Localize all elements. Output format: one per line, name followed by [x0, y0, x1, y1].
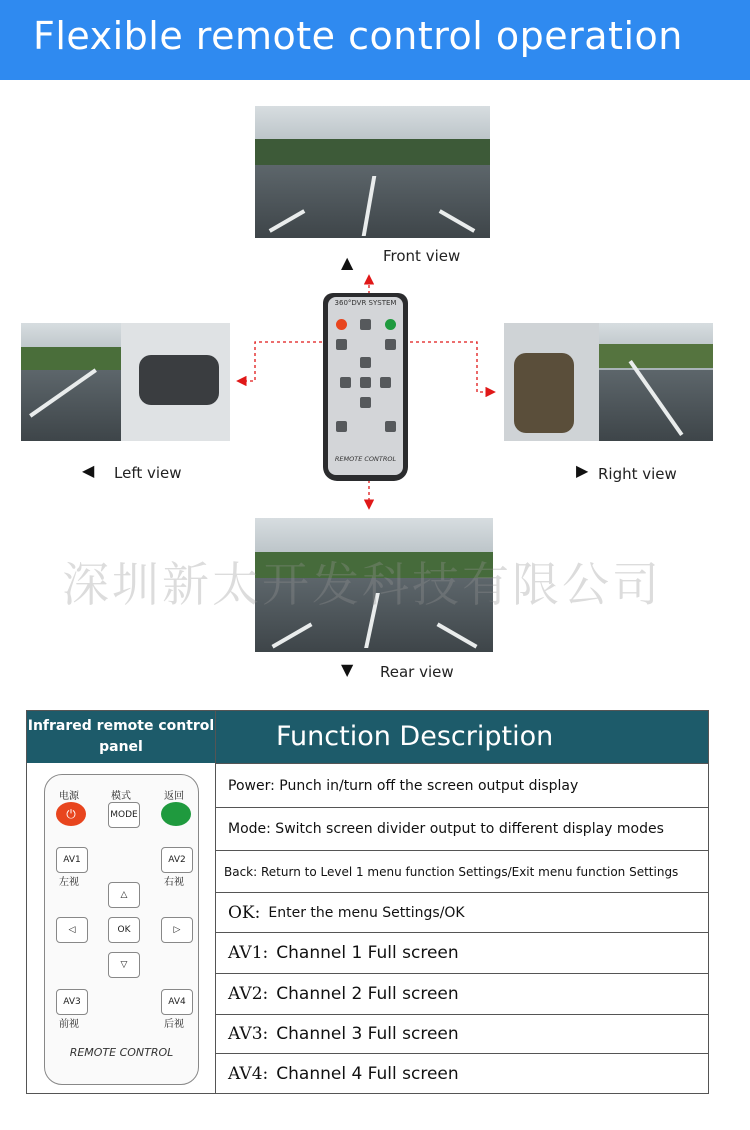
function-row: [216, 807, 708, 850]
ok-key: OK: [108, 917, 140, 943]
table-header-left: Infrared remote control panel: [27, 711, 215, 763]
up-icon: △: [108, 882, 140, 908]
table-header-right: Function Description: [216, 711, 708, 763]
back-icon: [161, 802, 191, 826]
watermark: 深圳新太开发科技有限公司: [62, 558, 662, 613]
panel-remote-brand: REMOTE CONTROL: [69, 1046, 174, 1059]
mode-cn-label: 模式: [111, 791, 131, 802]
back-button-icon: [385, 319, 396, 330]
function-table: [26, 710, 709, 1094]
mode-button-icon: [360, 319, 371, 330]
right-button-icon: [380, 377, 391, 388]
function-key: AV2:: [228, 984, 269, 1004]
ok-button-icon: [360, 377, 371, 388]
front-view-label: Front view: [383, 247, 461, 265]
av4-cn-label: 后视: [164, 1019, 184, 1030]
right-view-image: [504, 323, 713, 441]
left-view-image: [21, 323, 230, 441]
function-key: AV1:: [228, 943, 269, 963]
av3-key: AV3: [56, 989, 88, 1015]
down-icon: ▽: [108, 952, 140, 978]
right-view-label: Right view: [598, 465, 677, 483]
remote-panel-cell: [27, 764, 215, 1093]
function-desc: Channel 3 Full screen: [276, 1024, 459, 1044]
function-desc: Power: Punch in/turn off the screen output display: [228, 777, 579, 794]
front-arrow-icon: ▲: [341, 253, 354, 272]
function-desc: Channel 1 Full screen: [276, 943, 459, 963]
remote-brand-label: REMOTE CONTROL: [334, 455, 397, 463]
remote-control-image: [323, 293, 408, 481]
av4-key: AV4: [161, 989, 193, 1015]
power-cn-label: 电源: [59, 791, 79, 802]
power-icon: ⏻: [56, 802, 86, 826]
rear-view-label: Rear view: [380, 663, 454, 681]
av1-button-icon: [336, 339, 347, 350]
rear-arrow-icon: ▼: [341, 660, 354, 679]
up-button-icon: [360, 357, 371, 368]
left-button-icon: [340, 377, 351, 388]
banner-title: Flexible remote control operation: [33, 14, 683, 58]
function-desc: Channel 4 Full screen: [276, 1063, 459, 1084]
left-arrow-icon: ◀: [82, 461, 95, 480]
function-row: [216, 892, 708, 932]
function-desc: Enter the menu Settings/OK: [268, 904, 465, 921]
av1-key: AV1: [56, 847, 88, 873]
function-desc: Mode: Switch screen divider output to different display modes: [228, 821, 664, 837]
function-row: [216, 1053, 708, 1093]
left-icon: ◁: [56, 917, 88, 943]
down-button-icon: [360, 397, 371, 408]
function-row: [216, 1014, 708, 1053]
av1-cn-label: 左视: [59, 877, 79, 888]
av3-cn-label: 前视: [59, 1019, 79, 1030]
remote-model-label: 360°DVR SYSTEM: [334, 299, 397, 307]
av4-button-icon: [385, 421, 396, 432]
function-key: AV3:: [228, 1024, 269, 1044]
function-desc: Back: Return to Level 1 menu function Settings/Exit menu function Settings: [224, 864, 679, 879]
infrared-remote-image: [44, 774, 199, 1085]
function-key: AV4:: [228, 1063, 269, 1084]
function-key: OK:: [228, 902, 261, 923]
av2-button-icon: [385, 339, 396, 350]
back-cn-label: 返回: [164, 791, 184, 802]
function-row: [216, 932, 708, 973]
function-desc: Channel 2 Full screen: [276, 984, 459, 1004]
right-arrow-icon: ▶: [576, 461, 589, 480]
mode-key: MODE: [108, 802, 140, 828]
banner: [0, 0, 750, 80]
power-button-icon: [336, 319, 347, 330]
av2-cn-label: 右视: [164, 877, 184, 888]
av3-button-icon: [336, 421, 347, 432]
function-row: [216, 973, 708, 1014]
left-view-label: Left view: [114, 464, 182, 482]
function-row: [216, 850, 708, 892]
front-view-image: [255, 106, 490, 238]
av2-key: AV2: [161, 847, 193, 873]
right-icon: ▷: [161, 917, 193, 943]
function-row: [216, 763, 708, 807]
